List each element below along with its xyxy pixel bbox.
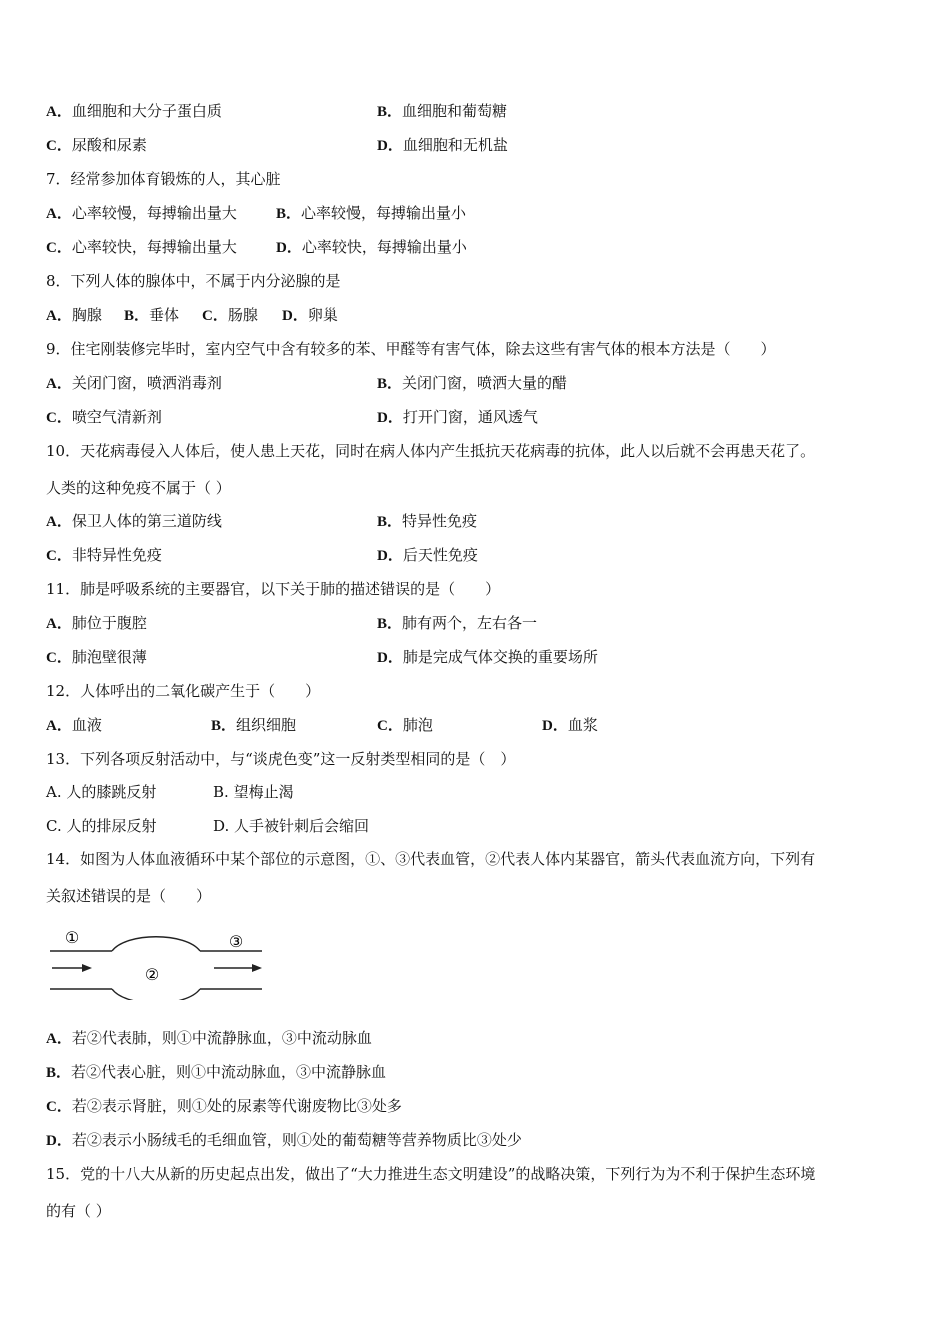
option-text: 血细胞和葡萄糖 (402, 102, 508, 120)
question-11: 11．肺是呼吸系统的主要器官，以下关于肺的描述错误的是（ ） (46, 580, 501, 598)
option-letter: A (46, 104, 57, 120)
flow-arrow-right (214, 964, 262, 972)
option-line (46, 101, 222, 122)
question-12: 12．人体呼出的二氧化碳产生于（ ） (46, 682, 321, 700)
option-inline: C．肺泡 (377, 716, 433, 734)
option-letter: D (377, 138, 388, 154)
option-inline: B．组织细胞 (211, 716, 297, 734)
option-line: D．若②表示小肠绒毛的毛细血管，则①处的葡萄糖等营养物质比③处少 (46, 1131, 522, 1149)
option-line-col2: B．特异性免疫 (377, 512, 478, 530)
option-line-col2: D．肺是完成气体交换的重要场所 (377, 648, 598, 666)
flow-arrow-left (52, 964, 92, 972)
option-line: C．喷空气清新剂 (46, 408, 162, 426)
question-8: 8．下列人体的腺体中，不属于内分泌腺的是 (46, 272, 341, 290)
option-inline: B．垂体 (124, 306, 180, 324)
option-line: A．保卫人体的第三道防线 (46, 512, 222, 530)
label-vessel-3: ③ (228, 932, 244, 951)
option-text: 血细胞和大分子蛋白质 (71, 102, 222, 120)
option-inline: D．血浆 (542, 716, 598, 734)
option-line: C. 人的排尿反射 (46, 817, 157, 835)
question-10-cont: 人类的这种免疫不属于（ ） (46, 479, 231, 497)
option-line-col2: B．肺有两个，左右各一 (377, 614, 538, 632)
option-line: B．若②代表心脏，则①中流动脉血，③中流静脉血 (46, 1063, 387, 1081)
question-7: 7．经常参加体育锻炼的人，其心脏 (46, 170, 281, 188)
option-inline: C．肠腺 (202, 306, 258, 324)
option-text: 血细胞和无机盐 (402, 136, 508, 154)
option-line: C．若②表示肾脏，则①处的尿素等代谢废物比③处多 (46, 1097, 402, 1115)
option-letter: C (46, 138, 57, 154)
option-line: C．尿酸和尿素 (46, 136, 147, 154)
option-line: A．若②代表肺，则①中流静脉血，③中流动脉血 (46, 1029, 372, 1047)
option-line-col2: D．打开门窗，通风透气 (377, 408, 538, 426)
option-inline: D．心率较快，每搏输出量小 (276, 238, 467, 256)
option-line: C．肺泡壁很薄 (46, 648, 147, 666)
option-line: A．胸腺 (46, 306, 102, 324)
option-line: C．非特异性免疫 (46, 546, 162, 564)
option-line: A. 人的膝跳反射 (46, 783, 157, 801)
label-organ-2: ② (144, 965, 160, 984)
option-line-col2: D．后天性免疫 (377, 546, 478, 564)
question-9: 9．住宅刚装修完毕时，室内空气中含有较多的苯、甲醛等有害气体，除去这些有害气体的根本方法是（ ） (46, 340, 776, 358)
option-line: A．关闭门窗，喷洒消毒剂 (46, 374, 222, 392)
option-inline: B. 望梅止渴 (213, 783, 294, 801)
question-15-cont: 的有（ ） (46, 1202, 111, 1220)
option-line: C．心率较快，每搏输出量大 (46, 238, 237, 256)
option-line-col2: D．血细胞和无机盐 (377, 136, 508, 154)
option-inline: D. 人手被针刺后会缩回 (213, 817, 370, 835)
question-14-cont: 关叙述错误的是（ ） (46, 887, 212, 905)
question-13: 13．下列各项反射活动中，与“谈虎色变”这一反射类型相同的是（ ） (46, 750, 516, 768)
option-line-col2: B．关闭门窗，喷洒大量的醋 (377, 374, 568, 392)
option-line-col2: B．血细胞和葡萄糖 (377, 102, 508, 120)
option-inline: D．卵巢 (282, 306, 338, 324)
option-inline: B．心率较慢，每搏输出量小 (276, 204, 467, 222)
option-text: 尿酸和尿素 (71, 136, 147, 154)
question-10: 10．天花病毒侵入人体后，使人患上天花，同时在病人体内产生抵抗天花病毒的抗体，此人以后就不会再患天花了。 (46, 442, 816, 460)
option-dot: ． (56, 104, 72, 120)
question-15: 15．党的十八大从新的历史起点出发，做出了“大力推进生态文明建设”的战略决策，下列行为为不利于保护生态环境 (46, 1165, 816, 1183)
option-line: A．血液 (46, 716, 102, 734)
label-vessel-1: ① (64, 928, 80, 947)
option-line: A．心率较慢，每搏输出量大 (46, 204, 237, 222)
question-14: 14．如图为人体血液循环中某个部位的示意图，①、③代表血管，②代表人体内某器官，箭头代表血流方向，下列有 (46, 850, 816, 868)
option-letter: B (377, 104, 388, 120)
option-line: A．肺位于腹腔 (46, 614, 147, 632)
blood-circulation-diagram (46, 924, 266, 1000)
